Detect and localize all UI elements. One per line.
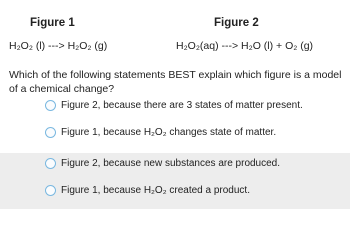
- answer-option-3[interactable]: [45, 158, 280, 169]
- figure-2-title: Figure 2: [214, 17, 259, 29]
- answer-option-1[interactable]: [45, 100, 303, 111]
- answer-option-2[interactable]: [45, 127, 276, 138]
- answer-option-label: Figure 2, because there are 3 states of matter present.: [61, 100, 303, 111]
- answer-option-label: Figure 2, because new substances are produced.: [61, 158, 281, 169]
- radio-button[interactable]: [45, 158, 56, 169]
- answer-option-4[interactable]: [45, 185, 250, 196]
- radio-button[interactable]: [45, 185, 56, 196]
- figure-1-equation: H₂O₂ (l) ---> H₂O₂ (g): [9, 40, 108, 52]
- radio-button[interactable]: [45, 127, 56, 138]
- radio-button[interactable]: [45, 100, 56, 111]
- figure-1-title: Figure 1: [30, 17, 75, 29]
- figure-2-equation: H₂O₂(aq) ---> H₂O (l) + O₂ (g): [176, 40, 314, 52]
- answer-option-label: Figure 1, because H₂O₂ changes state of matter.: [61, 127, 277, 138]
- question-text: Which of the following statements BEST explain which figure is a model of a chemical change?: [9, 69, 342, 95]
- answer-option-label: Figure 1, because H₂O₂ created a product.: [61, 185, 250, 196]
